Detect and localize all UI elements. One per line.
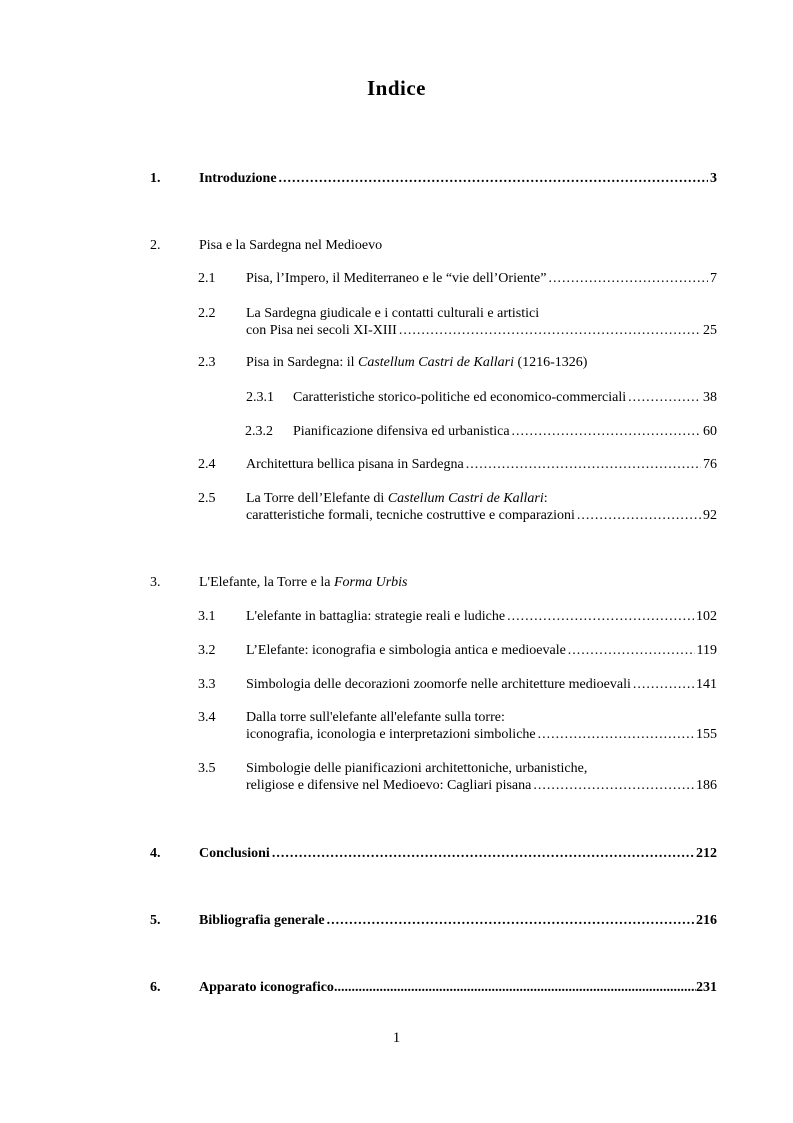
toc-title-line2: religiose e difensive nel Medioevo: Cagliari pisana (246, 778, 532, 793)
toc-leader (279, 170, 708, 187)
toc-number: 3. (150, 575, 161, 590)
toc-leader (533, 777, 694, 794)
toc-number: 3.5 (198, 761, 216, 776)
toc-number: 2.3.1 (246, 390, 274, 405)
toc-title: Simbologia delle decorazioni zoomorfe nelle architetture medioevali (246, 677, 631, 692)
toc-leader (399, 322, 701, 339)
toc-number: 5. (150, 913, 161, 928)
toc-page: 216 (696, 913, 717, 928)
toc-entry-conclusioni[interactable] (150, 845, 717, 862)
toc-number: 3.2 (198, 643, 216, 658)
toc-page: 7 (710, 271, 717, 286)
toc-page: 38 (703, 390, 717, 405)
toc-leader (538, 726, 694, 743)
toc-leader (272, 845, 694, 862)
toc-title: L’Elefante: iconografia e simbologia antica e medioevale (246, 643, 566, 658)
toc-entry-2-4[interactable] (198, 456, 717, 473)
toc-title: Caratteristiche storico-politiche ed economico-commerciali (293, 390, 627, 405)
toc-entry-2-3-1[interactable] (246, 389, 717, 406)
toc-title-line1: La Sardegna giudicale e i contatti culturali e artistici (246, 306, 540, 321)
toc-leader (628, 389, 701, 406)
toc-page: 92 (703, 508, 717, 523)
toc-page: 3 (710, 171, 717, 186)
toc-page: 186 (696, 778, 717, 793)
toc-entry-2-1[interactable] (198, 270, 717, 287)
toc-title-line2: caratteristiche formali, tecniche costruttive e comparazioni (246, 508, 575, 523)
toc-number: 1. (150, 171, 161, 186)
toc-title: Pisa, l’Impero, il Mediterraneo e le “vie dell’Oriente” (246, 271, 547, 286)
toc-title: Introduzione (199, 171, 277, 186)
toc-entry-elefante-torre[interactable] (150, 574, 717, 591)
toc-number: 3.4 (198, 710, 216, 725)
toc-page: 231 (696, 980, 717, 995)
toc-leader (512, 423, 701, 440)
toc-entry-2-3[interactable] (198, 354, 717, 371)
toc-page: 76 (703, 457, 717, 472)
toc-number: 3.1 (198, 609, 216, 624)
toc-entry-3-2[interactable] (198, 642, 717, 659)
toc-number: 6. (150, 980, 161, 995)
toc-entry-2-5[interactable] (198, 490, 717, 524)
toc-page: 25 (703, 323, 717, 338)
toc-title: Pianificazione difensiva ed urbanistica (293, 424, 510, 439)
page-number: 1 (392, 1030, 401, 1046)
page-title: Indice (366, 76, 426, 100)
toc-page: 212 (696, 846, 717, 861)
toc-entry-introduzione[interactable] (150, 170, 717, 187)
toc-page: 119 (696, 643, 717, 658)
toc-number: 2.5 (198, 491, 216, 506)
toc-number: 2.4 (198, 457, 216, 472)
toc-title-line1: Simbologie delle pianificazioni architettoniche, urbanistiche, (246, 761, 588, 776)
toc-title-line1: La Torre dell’Elefante di Castellum Castri de Kallari: (246, 491, 548, 506)
toc-entry-bibliografia[interactable] (150, 912, 717, 929)
toc-title: Conclusioni (199, 846, 270, 861)
toc-number: 4. (150, 846, 161, 861)
toc-entry-2-3-2[interactable] (245, 423, 717, 440)
toc-number: 3.3 (198, 677, 216, 692)
toc-leader (466, 456, 701, 473)
toc-number: 2. (150, 238, 161, 253)
toc-number: 2.1 (198, 271, 216, 286)
toc-entry-apparato-iconografico[interactable] (150, 979, 717, 996)
toc-leader (327, 912, 694, 929)
toc-leader (568, 642, 695, 659)
toc-title-line1: Dalla torre sull'elefante all'elefante sulla torre: (246, 710, 505, 725)
toc-title: Pisa e la Sardegna nel Medioevo (199, 238, 383, 253)
toc-entry-3-1[interactable] (198, 608, 717, 625)
toc-number: 2.3 (198, 355, 216, 370)
toc-entry-3-5[interactable] (198, 760, 717, 794)
toc-entry-3-4[interactable] (198, 709, 717, 743)
toc-title-line2: iconografia, iconologia e interpretazioni simboliche (246, 727, 536, 742)
toc-title: Architettura bellica pisana in Sardegna (246, 457, 464, 472)
toc-title: Bibliografia generale (199, 913, 325, 928)
toc-entry-pisa-sardegna[interactable] (150, 237, 717, 254)
toc-page: 60 (703, 424, 717, 439)
toc-leader (507, 608, 694, 625)
toc-page: 155 (696, 727, 717, 742)
toc-entry-3-3[interactable] (198, 676, 717, 693)
toc-page: 141 (696, 677, 717, 692)
toc-entry-2-2[interactable] (198, 305, 717, 339)
toc-title: L'Elefante, la Torre e la Forma Urbis (199, 575, 408, 590)
toc-leader (549, 270, 709, 287)
toc-leader (633, 676, 694, 693)
toc-leader (577, 507, 701, 524)
toc-page: 102 (696, 609, 717, 624)
toc-title: Pisa in Sardegna: il Castellum Castri de Kallari (1216-1326) (246, 355, 588, 370)
toc-number: 2.3.2 (245, 424, 273, 439)
toc-title-line2: con Pisa nei secoli XI-XIII (246, 323, 397, 338)
toc-title: L'elefante in battaglia: strategie reali e ludiche (246, 609, 506, 624)
toc-title: Apparato iconografico (199, 980, 334, 995)
toc-number: 2.2 (198, 306, 216, 321)
toc-leader (334, 979, 696, 996)
